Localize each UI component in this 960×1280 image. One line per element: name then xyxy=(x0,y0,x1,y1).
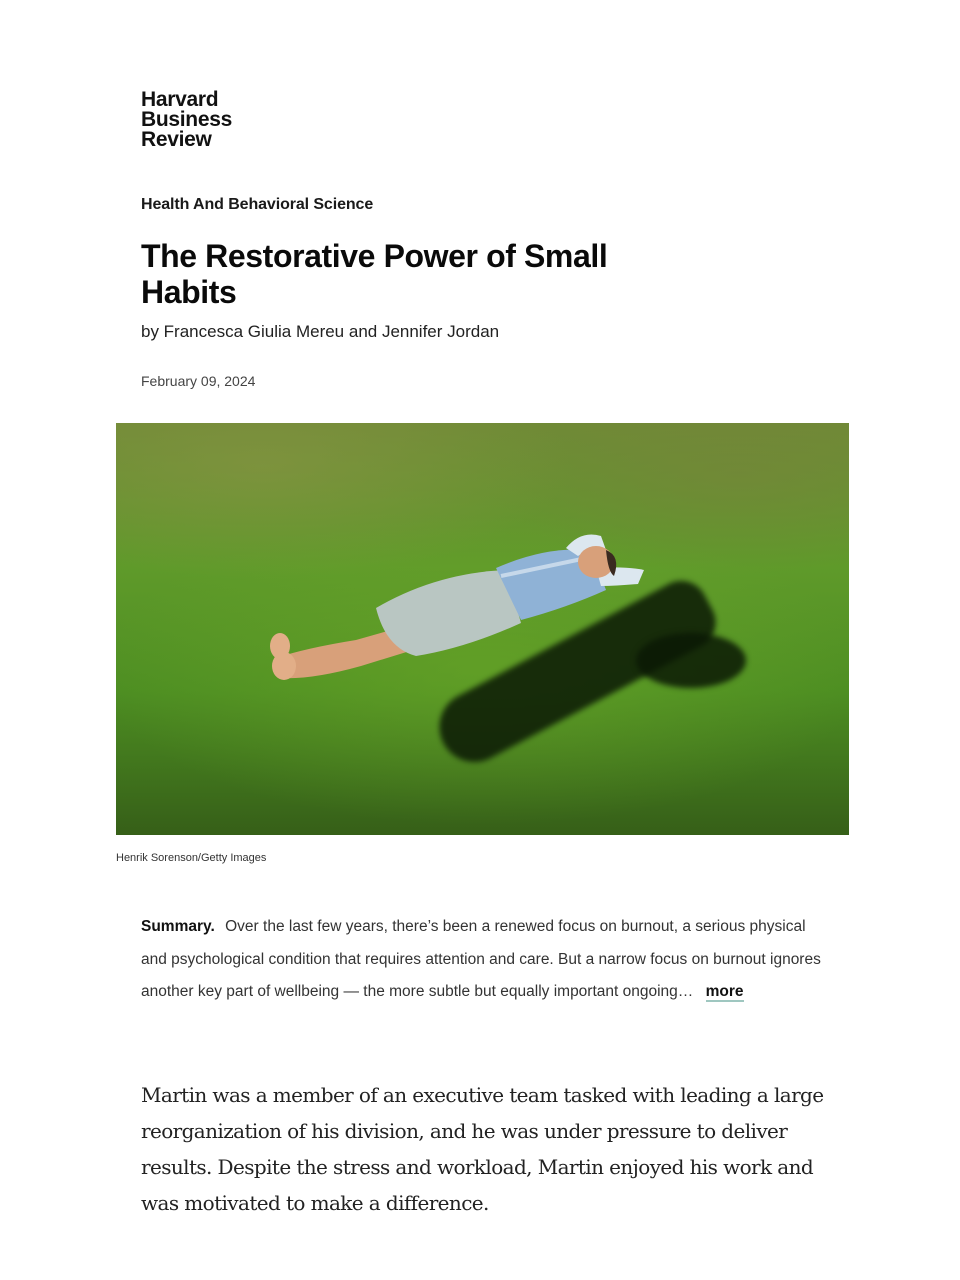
logo-line-review: Review xyxy=(141,128,212,151)
article-summary xyxy=(141,911,831,1009)
person-figure xyxy=(266,528,646,688)
body-paragraph: Martin was a member of an executive team tasked with leading a large reorganization of his division, and he was under pressure to deliver results. Despite the stress and workload, Martin enjoyed his work and was motivated to make a difference. xyxy=(141,1083,824,1215)
summary-more-link[interactable]: more xyxy=(705,983,744,1000)
article-title: The Restorative Power of Small Habits xyxy=(141,238,608,310)
person-shadow-head xyxy=(636,633,746,688)
logo-line-harvard: Harvard xyxy=(141,88,219,111)
hbr-logo[interactable] xyxy=(141,90,232,150)
publish-date: February 09, 2024 xyxy=(141,373,256,389)
topic-link[interactable]: Health And Behavioral Science xyxy=(141,196,374,213)
byline: by Francesca Giulia Mereu and Jennifer Jordan xyxy=(141,322,500,341)
image-credit: Henrik Sorenson/Getty Images xyxy=(116,852,267,864)
logo-line-business: Business xyxy=(141,108,232,131)
hero-image xyxy=(116,423,849,835)
summary-label: Summary. xyxy=(141,918,215,935)
summary-text: Over the last few years, there’s been a renewed focus on burnout, a serious physical and psychological condition that requires attention and care. But a narrow focus on burnout ignores another key part of wellbeing — the more subtle but equally important ongoing… xyxy=(141,918,821,1000)
